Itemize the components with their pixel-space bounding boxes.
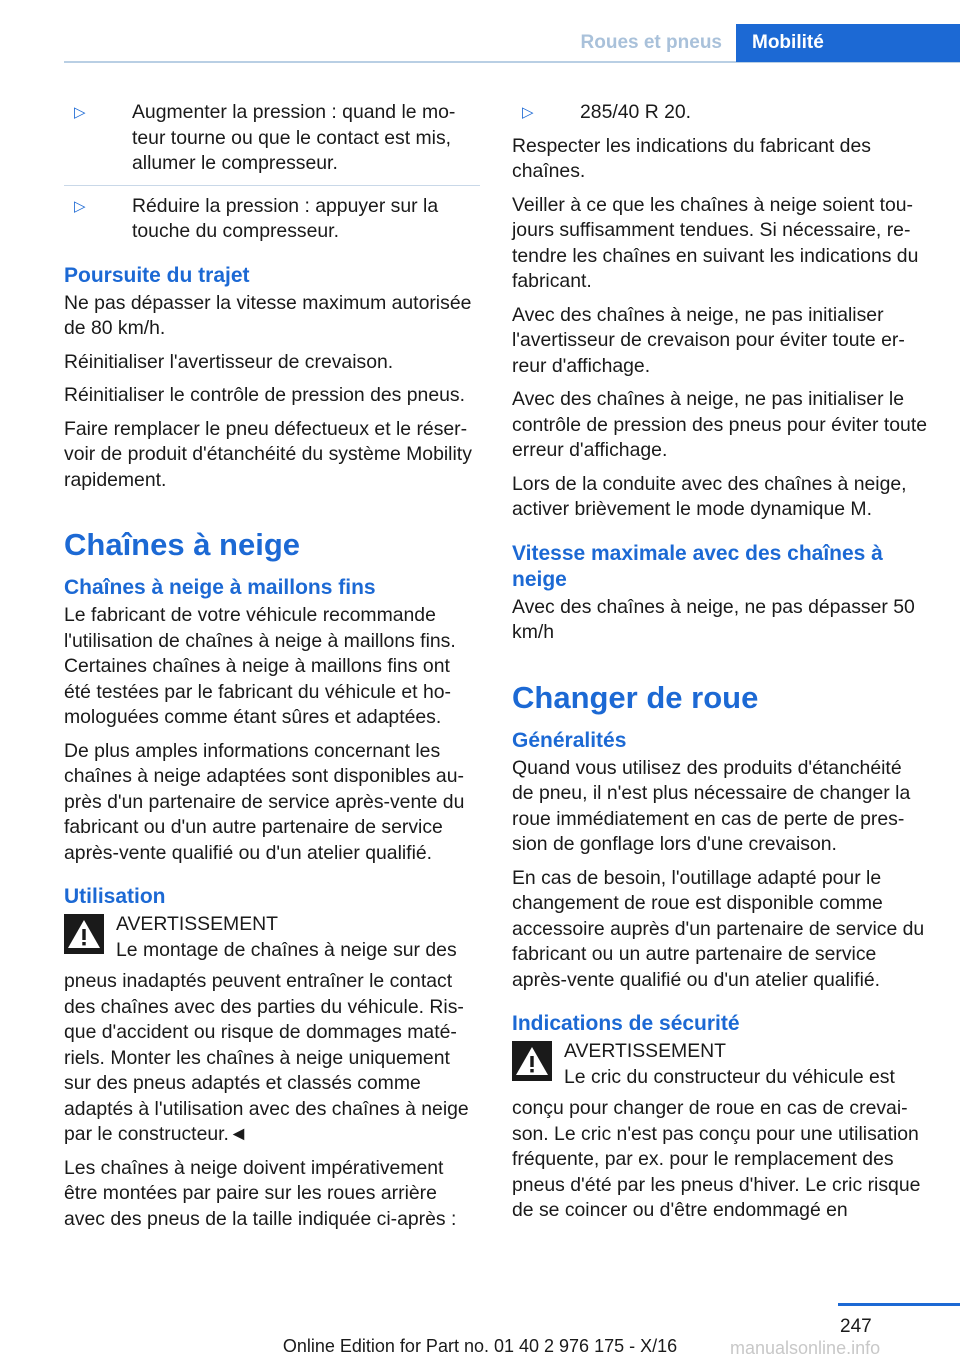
warning-block — [512, 1039, 928, 1090]
paragraph: Lors de la conduite avec des chaînes à neige, activer brièvement le mode dynamique M. — [512, 472, 907, 520]
paragraph: Faire remplacer le pneu défectueux et le réservoir de produit d'étanchéité du système Mobility rapidement. — [64, 417, 472, 491]
paragraph: En cas de besoin, l'outillage adapté pour le changement de roue est disponible comme accessoire auprès d'un partenaire de service du fabricant ou un autre partenaire de service après-vente qualifié ou d'un atelier qualifié. — [512, 866, 925, 991]
warning-first-line: Le montage de chaînes à neige sur des — [116, 938, 457, 961]
section-title-chaines: Chaînes à neige — [64, 527, 301, 562]
paragraph: Veiller à ce que les chaînes à neige soient toujours suffisamment tendues. Si nécessaire, retendre les chaînes en suivant les indications du fabricant. — [512, 193, 919, 292]
warning-first-line: Le cric du constructeur du véhicule est — [564, 1065, 895, 1088]
paragraph: Avec des chaînes à neige, ne pas initialiser l'avertisseur de crevaison pour éviter toute erreur d'affichage. — [512, 303, 905, 377]
paragraph: Respecter les indications du fabricant des chaînes. — [512, 134, 871, 182]
list-item-text: Réduire la pression : appuyer sur la touche du compresseur. — [132, 194, 439, 242]
paragraph: De plus amples informations concernant les chaînes à neige adaptées sont disponibles auprès d'un partenaire de service après-vente du fabricant ou d'un autre partenaire de service après-vente qualifié ou d'un atelier qualifié. — [64, 739, 465, 864]
triangle-right-icon: ▷ — [74, 197, 86, 215]
paragraph: Quand vous utilisez des produits d'étanchéité de pneu, il n'est plus nécessaire de changer la roue immédiatement en cas de perte de pression de gonflage lors d'une crevaison. — [512, 756, 911, 855]
heading-maillons: Chaînes à neige à maillons fins — [64, 576, 376, 599]
paragraph: Les chaînes à neige doivent impérativement être montées par paire sur les roues arrière avec des pneus de la taille indiquée ci-après : — [64, 1156, 457, 1230]
edition-footer: Online Edition for Part no. 01 40 2 976 175 - X/16 — [282, 1336, 678, 1356]
warning-label: AVERTISSEMENT — [116, 913, 278, 935]
heading-securite: Indications de sécurité — [512, 1012, 740, 1035]
page-number: 247 — [840, 1316, 872, 1337]
paragraph: Ne pas dépasser la vitesse maximum autorisée de 80 km/h. — [64, 291, 472, 339]
triangle-right-icon: ▷ — [74, 104, 86, 121]
triangle-right-icon: ▷ — [522, 104, 534, 121]
warning-text: conçu pour changer de roue en cas de crevaison. Le cric n'est pas conçu pour une utilisation fréquente, par ex. pour le remplacement des pneus d'été par les pneus d'hiver. Le cric risque de se coincer ou d'être endommagé en — [512, 1097, 921, 1221]
section-title-changer: Changer de roue — [512, 679, 759, 715]
list-divider — [64, 185, 480, 186]
tab-mobilite[interactable]: Mobilité — [736, 24, 960, 62]
paragraph: Le fabricant de votre véhicule recommande l'utilisation de chaînes à neige à maillons fins. Certaines chaînes à neige à maillons fins ont été testées par le fabricant du véhicule et homologuées comme étant sûres et adaptées. — [64, 604, 456, 728]
list-item-text: 285/40 R 20. — [580, 101, 692, 123]
warning-label: AVERTISSEMENT — [564, 1040, 726, 1062]
heading-utilisation: Utilisation — [64, 885, 166, 908]
warning-triangle-icon — [64, 914, 104, 954]
right-column — [512, 100, 928, 1232]
list-item-text: Augmenter la pression : quand le moteur tourne ou que le contact est mis, allumer le compresseur. — [132, 101, 456, 174]
list-item — [64, 194, 480, 245]
heading-generalites: Généralités — [512, 728, 627, 752]
warning-text: pneus inadaptés peuvent entraîner le contact des chaînes avec des parties du véhicule. Risque d'accident ou risque de dommages matériels. Monter les chaînes à neige uniquement sur des pneus adaptés et classés comme adaptés à l'utilisation avec des chaînes à neige par le constructeur.◄ — [64, 970, 469, 1145]
heading-poursuite: Poursuite du trajet — [64, 263, 250, 287]
paragraph: Avec des chaînes à neige, ne pas initialiser le contrôle de pression des pneus pour éviter toute erreur d'affichage. — [512, 388, 928, 461]
list-item — [64, 100, 480, 177]
paragraph: Réinitialiser le contrôle de pression des pneus. — [64, 384, 465, 406]
paragraph: Avec des chaînes à neige, ne pas dépasser 50 km/h — [512, 595, 915, 643]
watermark: manualsonline.info — [730, 1338, 881, 1358]
warning-block — [64, 912, 480, 963]
left-column — [64, 100, 480, 1240]
footer-rule — [838, 1303, 960, 1306]
tab-roues-et-pneus[interactable]: Roues et pneus — [580, 32, 722, 53]
warning-triangle-icon — [512, 1041, 552, 1081]
list-item — [512, 100, 928, 126]
paragraph: Réinitialiser l'avertisseur de crevaison. — [64, 350, 394, 373]
heading-vitesse: Vitesse maximale avec des chaînes à neige — [512, 541, 883, 591]
